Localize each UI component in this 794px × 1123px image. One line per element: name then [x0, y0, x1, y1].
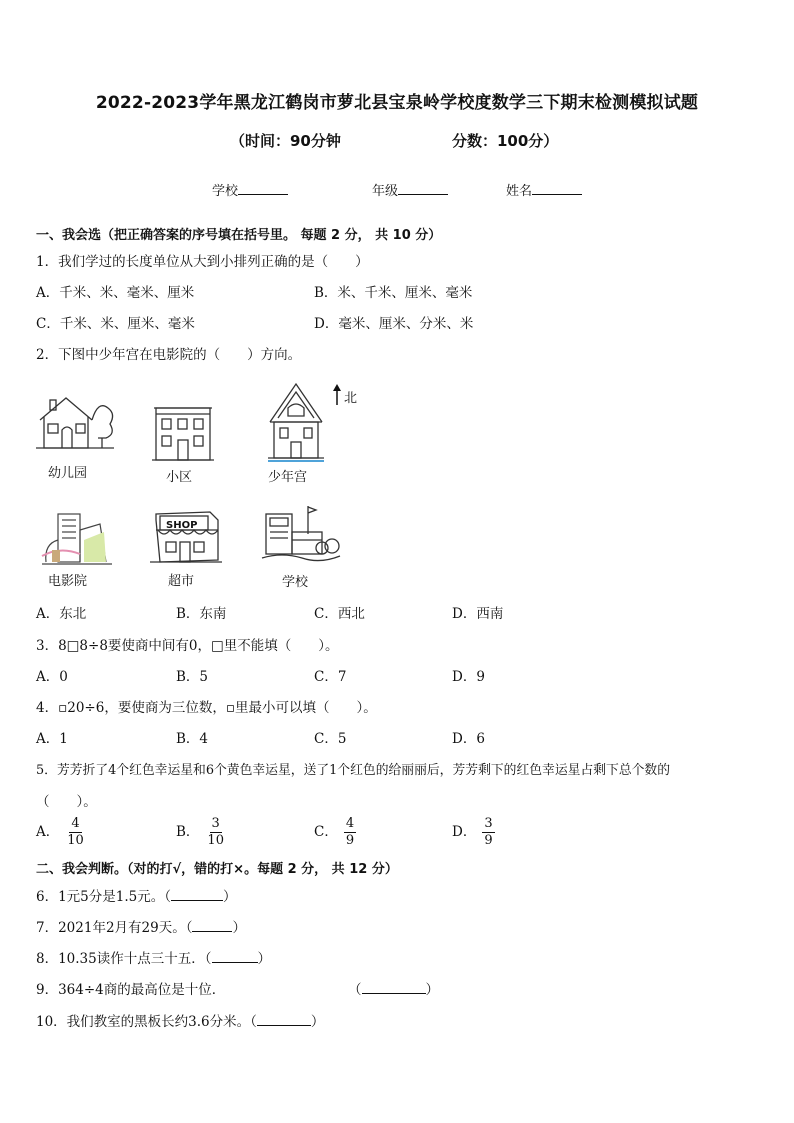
- q4-option-d[interactable]: D．6: [452, 731, 485, 747]
- cinema-picture: [40, 510, 116, 574]
- q5-option-b[interactable]: [176, 816, 226, 849]
- q2-option-d[interactable]: D．西南: [452, 606, 504, 622]
- judge-item-10: [36, 1010, 324, 1030]
- q5-option-d[interactable]: [452, 816, 495, 849]
- fraction-b-denominator: 10: [207, 833, 224, 848]
- judge-item-10-close: ）: [310, 1014, 325, 1030]
- q3-option-c[interactable]: C．7: [314, 669, 347, 685]
- q2-option-b[interactable]: B．东南: [176, 606, 227, 622]
- judge-item-7-answer-blank[interactable]: [192, 918, 232, 932]
- judge-item-8: [36, 947, 271, 967]
- kindergarten-icon: [36, 390, 116, 455]
- apartment-building-icon: [152, 402, 214, 462]
- label-youth-palace: 少年宫: [268, 470, 308, 485]
- q1-option-a[interactable]: A．千米、米、毫米、厘米: [36, 285, 195, 301]
- fraction-a-numerator: 4: [71, 816, 80, 831]
- name-field: [506, 180, 582, 199]
- supermarket-picture: [150, 508, 222, 572]
- judge-item-6-answer-blank[interactable]: [171, 887, 223, 901]
- q2-stem: 2．下图中少年宫在电影院的（ ）方向。: [36, 347, 302, 363]
- q2-option-c[interactable]: C．西北: [314, 606, 365, 622]
- fraction-d: [482, 816, 494, 849]
- q4-option-a[interactable]: A．1: [36, 731, 68, 747]
- judge-item-6-close: ）: [223, 889, 237, 905]
- q5-option-b-label: B．: [176, 824, 200, 840]
- judge-item-8-answer-blank[interactable]: [212, 949, 258, 963]
- judge-item-6: [36, 885, 237, 905]
- judge-item-9-answer-blank[interactable]: [362, 980, 426, 994]
- fraction-c-denominator: 9: [345, 833, 355, 848]
- q1-option-b[interactable]: B．米、千米、厘米、毫米: [314, 285, 473, 301]
- shop-sign-text: SHOP: [166, 520, 198, 531]
- school-label: 学校: [212, 184, 239, 199]
- grade-label: 年级: [372, 184, 399, 199]
- q5-option-c-label: C．: [314, 824, 338, 840]
- supermarket-icon: [150, 508, 222, 568]
- q5-option-c[interactable]: [314, 816, 356, 849]
- q1-stem: 1．我们学过的长度单位从大到小排列正确的是（ ）: [36, 254, 369, 270]
- label-kindergarten: 幼儿园: [48, 466, 88, 481]
- q5-option-d-label: D．: [452, 824, 477, 840]
- judge-item-9-text: 9．364÷4商的最高位是十位．: [36, 982, 226, 998]
- school-field: [212, 180, 288, 199]
- cinema-icon: [40, 510, 116, 570]
- q4-option-b[interactable]: B．4: [176, 731, 209, 747]
- fraction-d-numerator: 3: [484, 816, 493, 831]
- judge-item-9: [36, 978, 225, 998]
- judge-item-8-close: ）: [257, 951, 271, 967]
- grade-field: [372, 180, 448, 199]
- school-picture: [262, 504, 340, 570]
- q1-option-c[interactable]: C．千米、米、厘米、毫米: [36, 316, 195, 332]
- label-cinema: 电影院: [48, 574, 88, 589]
- q3-option-b[interactable]: B．5: [176, 669, 209, 685]
- section-1-heading: 一、我会选（把正确答案的序号填在括号里。 每题 2 分， 共 10 分）: [36, 228, 442, 243]
- judge-item-10-text: 10．我们教室的黑板长约3.6分米。（: [36, 1014, 257, 1030]
- fraction-c: [344, 816, 356, 849]
- judge-item-6-text: 6．1元5分是1.5元。（: [36, 889, 171, 905]
- q5-option-a[interactable]: [36, 816, 86, 849]
- fraction-d-denominator: 9: [484, 833, 493, 848]
- label-school: 学校: [282, 575, 309, 590]
- q1-option-d[interactable]: D．毫米、厘米、分米、米: [314, 316, 474, 332]
- label-supermarket: 超市: [168, 574, 195, 589]
- page-title: 2022-2023学年黑龙江鹤岗市萝北县宝泉岭学校度数学三下期末检测模拟试题: [95, 93, 699, 113]
- fraction-a: [65, 816, 86, 849]
- fraction-c-numerator: 4: [345, 816, 355, 831]
- name-label: 姓名: [506, 184, 533, 199]
- judge-item-7-text: 7．2021年2月有29天。（: [36, 920, 193, 936]
- fraction-b: [205, 816, 226, 849]
- judge-item-10-answer-blank[interactable]: [257, 1012, 311, 1026]
- compass: [332, 383, 372, 411]
- judge-item-8-text: 8．10.35读作十点三十五．（: [36, 951, 212, 967]
- q5-stem-line1: 5．芳芳折了4个红色幸运星和6个黄色幸运星，送了1个红色的给丽丽后，芳芳剩下的红色幸运星占剩下总个数的: [36, 763, 671, 778]
- school-blank[interactable]: [238, 180, 288, 195]
- q5-stem-line2: （ ）。: [36, 794, 97, 810]
- q2-option-a[interactable]: A．东北: [36, 606, 87, 622]
- q4-option-c[interactable]: C．5: [314, 731, 347, 747]
- name-blank[interactable]: [532, 180, 582, 195]
- compass-north-label: 北: [344, 391, 358, 406]
- judge-item-9-close: ）: [425, 982, 439, 998]
- judge-item-7-close: ）: [232, 920, 246, 936]
- q5-option-a-label: A．: [36, 824, 60, 840]
- q3-option-d[interactable]: D．9: [452, 669, 485, 685]
- youth-palace-icon: [266, 382, 326, 464]
- judge-item-7: [36, 916, 246, 936]
- q3-stem: 3．8□8÷8要使商中间有0，□里不能填（ ）。: [36, 638, 339, 654]
- school-icon: [262, 504, 340, 566]
- q4-stem: 4．▫20÷6，要使商为三位数，▫里最小可以填（ ）。: [36, 700, 377, 716]
- judge-item-9-open: （: [348, 982, 362, 998]
- youth-palace-picture: [266, 382, 326, 468]
- kindergarten-picture: [36, 390, 116, 459]
- label-residential: 小区: [166, 470, 193, 485]
- judge-item-9-answer: [348, 978, 439, 998]
- residential-picture: [152, 402, 214, 466]
- fraction-a-denominator: 10: [67, 833, 84, 848]
- exam-score: 分数：100分）: [452, 132, 559, 150]
- section-2-heading: 二、我会判断。（对的打√，错的打×。每题 2 分， 共 12 分）: [36, 862, 398, 877]
- grade-blank[interactable]: [398, 180, 448, 195]
- q3-option-a[interactable]: A．0: [36, 669, 68, 685]
- exam-time: （时间：90分钟: [230, 132, 341, 150]
- fraction-b-numerator: 3: [211, 816, 220, 831]
